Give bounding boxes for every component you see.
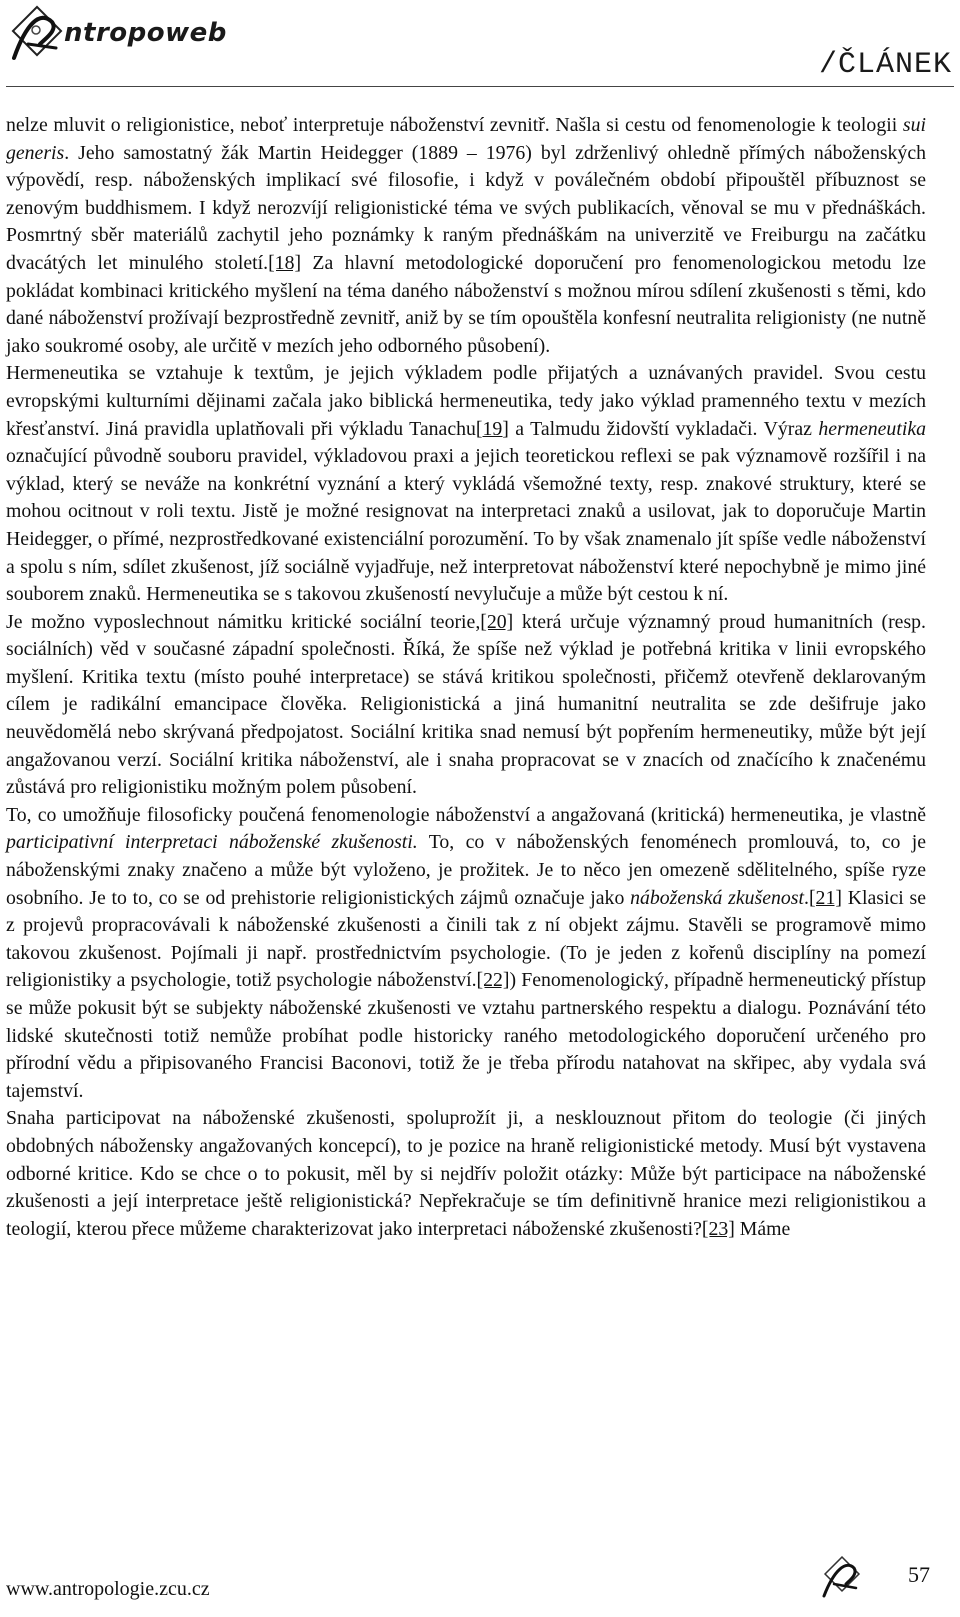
paragraph-text: . — [804, 886, 809, 909]
antropoweb-logo[interactable] — [6, 4, 236, 66]
paragraph-text: která určuje významný proud humanitních (resp. sociálních) věd v současné západní společnosti. Říká, že spíše než výklad je potřebná kritika v linii evropského myšlení. Kritika textu (místo pouhé interpretace) se stává kritikou společnosti, přičemž otevřeně deklarovaným cílem je radikální emancipace člověka. Religionistická a jiná humanitní neutralita se zde dešifruje jako neuvědomělá nebo skrývaná předpojatost. Sociální kritika snad nemusí být popřením hermeneutiky, může být její angažovanou verzí. Sociální kritika náboženství, ale i snaha propracovat se v znacích od značícího k značenému zůstává pro religionistiku možným polem působení. — [6, 610, 926, 799]
paragraph-text: To, co umožňuje filosoficky poučená fenomenologie náboženství a angažovaná (kritická) hermeneutika, je vlastně — [6, 803, 926, 826]
emphasized-text: hermeneutika — [818, 417, 926, 440]
paragraph-text: nelze mluvit o religionistice, neboť interpretuje náboženství zevnitř. Našla si cestu od fenomenologie k teologii — [6, 114, 903, 136]
paragraph-text: a Talmudu židovští vykladači. Výraz — [508, 417, 819, 440]
paragraph-text: Je možno vyposlechnout námitku kritické sociální teorie, — [6, 610, 481, 633]
footnote-link[interactable]: [18] — [268, 251, 302, 274]
footnote-link[interactable]: [20] — [480, 610, 514, 633]
footnote-link[interactable]: [22] — [476, 969, 510, 992]
section-label: /ČLÁNEK — [818, 48, 952, 82]
paragraph-text: Hermeneutika se vztahuje k textům, je jejich výkladem podle přijatých a uznávaných pravidel. Svou cestu evropskými kulturními dějinami začala jako biblická hermeneutika, tedy jako výklad pramenného textu v mezích křesťanství. Jiná pravidla uplatňovali při výkladu Tanachu — [6, 362, 926, 440]
page-number: 57 — [908, 1562, 930, 1587]
paragraph-text: Snaha participovat na náboženské zkušenosti, spoluprožít ji, a nesklouznout přitom do teologie (či jiných obdobných nábožensky angažovaných koncepcí), to je pozice na hraně religionistické metody. Musí být vystavena odborné kritice. Kdo se chce o to pokusit, měl by si nejdřív položit otázky: Může být participace na náboženské zkušenosti a její interpretace ještě religionistická? Nepřekračuje se tím definitivně hranice mezi religionistikou a teologií, kterou přece můžeme charakterizovat jako interpretaci náboženské zkušenosti? — [6, 1107, 926, 1240]
footer-page-marker — [820, 1546, 930, 1606]
paragraph — [6, 609, 926, 802]
paragraph — [6, 112, 926, 360]
logo-text: ntropoweb — [64, 18, 227, 48]
paragraph-text: . Jeho samostatný žák Martin Heidegger (1889 – 1976) byl zdrženlivý ohledně přímých náboženských výpovědí, resp. náboženských implikací své filosofie, i když v poválečném období připouštěl příbuznost se zenovým buddhismem. I když nerozvíjí religionistické téma ve svých publikacích, věnoval se mu v přednáškách. Posmrtný sběr materiálů zachytil jeho poznámky k raným přednáškám na univerzitě ve Freiburgu na začátku dvacátých let minulého století. — [6, 141, 926, 274]
paragraph-text: Klasici se z projevů propracovávali k náboženské zkušenosti a činili tak z ní objekt zájmu. Stavěli se programově mimo takovou zkušenost. Pojímali ji např. prostřednictvím psychologie. (To je jeden z kořenů disciplíny na pomezí religionistiky a psychologie, totiž psychologie náboženství. — [6, 886, 926, 992]
emphasized-text: participativní interpretaci náboženské zkušenosti. — [6, 831, 418, 854]
antropoweb-footer-icon — [820, 1556, 866, 1600]
header-divider — [6, 86, 954, 87]
paragraph-text: Máme — [734, 1217, 791, 1240]
footer-url[interactable]: www.antropologie.zcu.cz — [6, 1578, 210, 1600]
paragraph — [6, 802, 926, 1106]
paragraph-text: To, co v náboženských fenoménech promlouvá, to, co je náboženskými znaky značeno a může být vyloženo, je prožitek. Je to něco jen omezeně sdělitelného, spíše ryze osobního. Je to to, co se od prehistorie religionistických zájmů označuje jako — [6, 831, 926, 909]
antropoweb-logo-icon — [6, 4, 70, 66]
article-body — [6, 112, 926, 1243]
paragraph-text: ) Fenomenologický, případně hermeneutický přístup se může pokusit být se subjekty náboženské zkušenosti ve vztahu partnerského respektu a dialogu. Poznávání této lidské skutečnosti totiž nemůže probíhat podle historicky raného metodologického doporučení určeného pro přírodní vědu a připisovaného Francisi Baconovi, totiž že je třeba přírodu natahovat na skřipec, aby vydala svá tajemství. — [6, 969, 926, 1102]
page-header — [0, 0, 960, 88]
footnote-link[interactable]: [21] — [808, 886, 842, 909]
paragraph — [6, 360, 926, 608]
paragraph-text: Za hlavní metodologické doporučení pro fenomenologickou metodu lze pokládat kombinaci kritického myšlení na téma daného náboženství s možnou mírou sdílení zkušenosti s těmi, kdo dané náboženství prožívají bezprostředně zevnitř, aniž by se tím opouštěla konfesní neutralita religionisty (ne nutně jako soukromé osoby, ale určitě v mezích jeho odborného působení). — [6, 251, 926, 357]
footnote-link[interactable]: [23] — [701, 1217, 735, 1240]
paragraph-text: označující původně souboru pravidel, výkladovou praxi a jejich teoretickou reflexi se pak významově rozšířil i na výklad, který se neváže na konkrétní vyznání a který vykládá všemožné texty, resp. znakové struktury, které se mohou ocitnout v roli textu. Jistě je možné resignovat na interpretaci znaků a usilovat, jak to doporučuje Martin Heidegger, o přímé, nezprostředkované existenciální porozumění. To by však znamenalo jít spíše vedle náboženství a spolu s ním, sdílet zkušenost, jíž sociálně vyjadřuje, než interpretovat náboženství které nepochybně je mimo jiné souborem znaků. Hermeneutika se s takovou zkušeností nevylučuje a může být cestou k ní. — [6, 445, 926, 606]
emphasized-text: náboženská zkušenost — [630, 886, 805, 909]
paragraph — [6, 1105, 926, 1243]
footnote-link[interactable]: [19] — [475, 417, 509, 440]
emphasized-text: sui generis — [6, 114, 926, 164]
